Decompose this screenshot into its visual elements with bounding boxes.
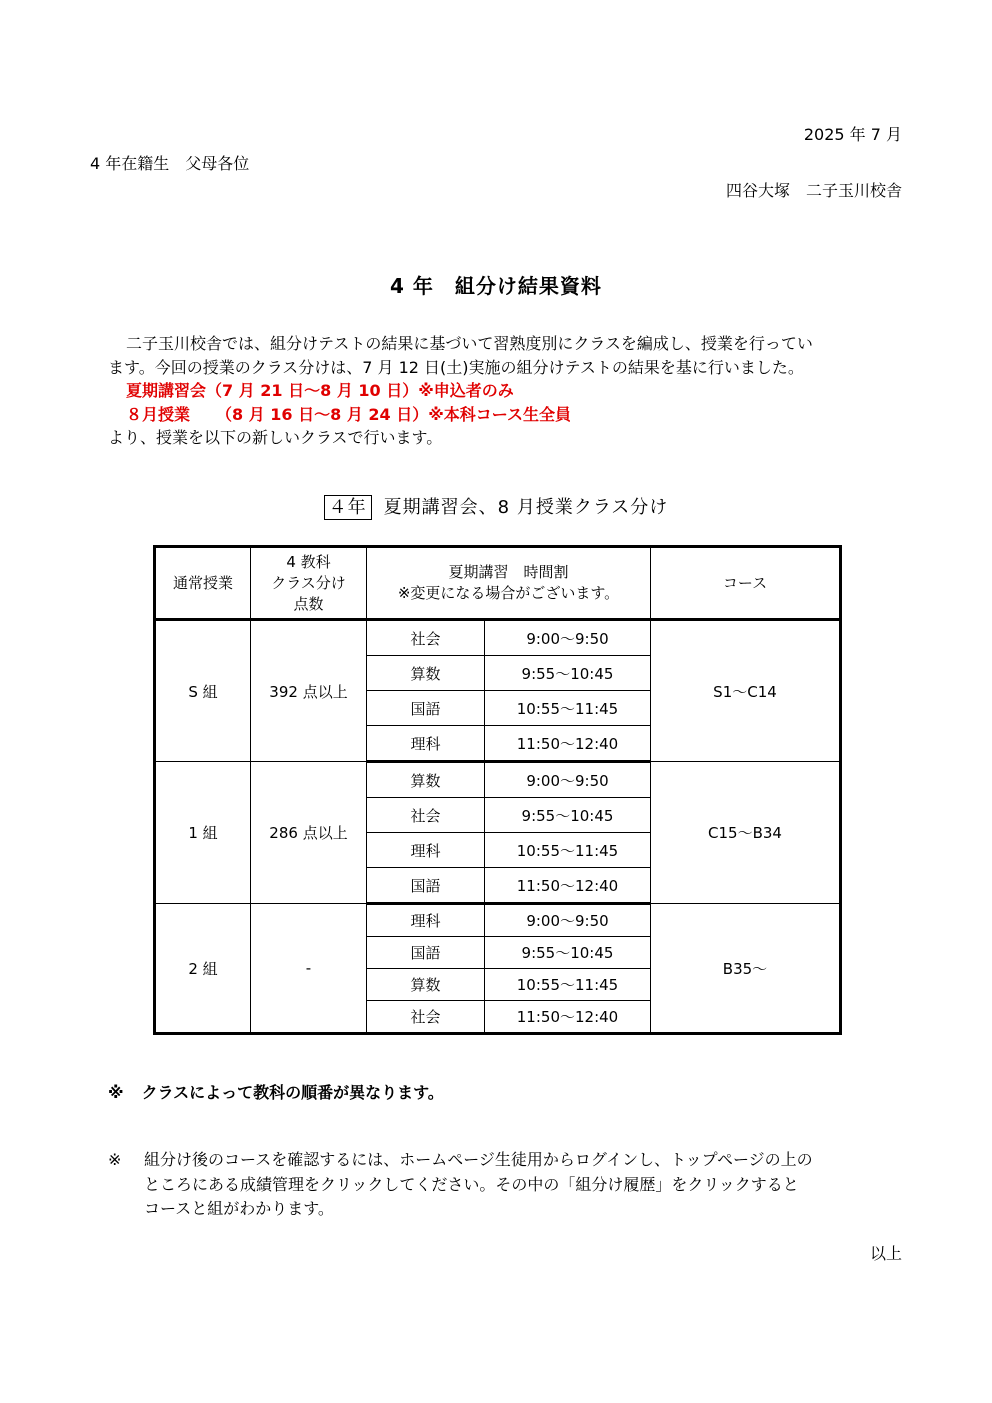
- note-subject-order: [108, 1080, 444, 1103]
- class-schedule-table: [153, 545, 842, 1035]
- header-score-line3: 点数: [293, 594, 324, 613]
- closing-text: 以上: [869, 1244, 902, 1263]
- note2-line-3: コースと組がわかります。: [144, 1199, 334, 1218]
- school-name: 四谷大塚 二子玉川校舎: [725, 181, 902, 200]
- header-score-line1: 4 教科: [286, 552, 331, 571]
- document-date: 2025 年 7 月: [803, 125, 902, 144]
- subject: 算数: [367, 656, 485, 691]
- intro-line-3: より、授業を以下の新しいクラスで行います。: [108, 428, 443, 447]
- subject: 社会: [367, 798, 485, 833]
- subject: 理科: [367, 833, 485, 868]
- time-slot: 9:55～10:45: [485, 937, 651, 969]
- header-schedule-line1: 夏期講習 時間割: [448, 563, 569, 581]
- note-mark: ※: [108, 1083, 124, 1102]
- august-class-label: ８月授業: [126, 404, 191, 424]
- time-slot: 9:55～10:45: [485, 656, 651, 691]
- august-class-dates: （8 月 16 日～8 月 24 日）※本科コース生全員: [216, 404, 571, 424]
- summer-session-line: [108, 379, 898, 403]
- note2-line-2: ところにある成績管理をクリックしてください。その中の「組分け履歴」をクリックすると: [144, 1174, 799, 1194]
- grade-box: ４年: [324, 495, 372, 520]
- time-slot: 9:00～9:50: [485, 762, 651, 798]
- header-class: 通常授業: [155, 547, 251, 620]
- table-title-text: 夏期講習会、8 月授業クラス分け: [383, 497, 669, 518]
- time-slot: 11:50～12:40: [485, 868, 651, 904]
- subject: 社会: [367, 1001, 485, 1034]
- summer-session-dates: （7 月 21 日～8 月 10 日）※申込者のみ: [206, 381, 514, 400]
- course-range: C15～B34: [651, 762, 841, 904]
- header-course: コース: [651, 547, 841, 620]
- header-schedule: [367, 547, 651, 620]
- header-schedule-line2: ※変更になる場合がございます。: [397, 584, 620, 602]
- subject: 社会: [367, 620, 485, 656]
- time-slot: 9:55～10:45: [485, 798, 651, 833]
- table-title: [0, 493, 992, 519]
- class-name: 2 組: [155, 904, 251, 1034]
- summer-session-label: 夏期講習会: [126, 381, 207, 400]
- subject: 理科: [367, 904, 485, 937]
- class-score: 392 点以上: [251, 620, 367, 762]
- intro-line-2: ます。今回の授業のクラス分けは、7 月 12 日(土)実施の組分けテストの結果を基に行いました。: [108, 357, 804, 377]
- subject: 国語: [367, 691, 485, 726]
- subject: 算数: [367, 762, 485, 798]
- class-score: -: [251, 904, 367, 1034]
- time-slot: 11:50～12:40: [485, 726, 651, 762]
- class-name: 1 組: [155, 762, 251, 904]
- note-mark: ※: [108, 1150, 122, 1169]
- table-header-row: [155, 547, 841, 620]
- course-range: B35～: [651, 904, 841, 1034]
- subject: 国語: [367, 937, 485, 969]
- subject: 国語: [367, 868, 485, 904]
- note2-line-1: 組分け後のコースを確認するには、ホームページ生徒用からログインし、トップページの上の: [144, 1150, 813, 1169]
- addressee: 4 年在籍生 父母各位: [90, 154, 250, 173]
- time-slot: 10:55～11:45: [485, 833, 651, 868]
- note1-text: クラスによって教科の順番が異なります。: [141, 1083, 444, 1102]
- time-slot: 9:00～9:50: [485, 904, 651, 937]
- class-score: 286 点以上: [251, 762, 367, 904]
- time-slot: 10:55～11:45: [485, 969, 651, 1001]
- subject: 算数: [367, 969, 485, 1001]
- header-score-line2: クラス分け: [271, 573, 346, 592]
- document-title: 4 年 組分け結果資料: [390, 274, 602, 298]
- time-slot: 9:00～9:50: [485, 620, 651, 656]
- time-slot: 11:50～12:40: [485, 1001, 651, 1034]
- intro-paragraph: [108, 332, 898, 450]
- table-row: [155, 762, 841, 798]
- course-range: S1～C14: [651, 620, 841, 762]
- intro-line-1: 二子玉川校舎では、組分けテストの結果に基づいて習熟度別にクラスを編成し、授業を行ってい: [126, 334, 813, 353]
- table-row: [155, 904, 841, 937]
- header-score: [251, 547, 367, 620]
- time-slot: 10:55～11:45: [485, 691, 651, 726]
- subject: 理科: [367, 726, 485, 762]
- table-row: [155, 620, 841, 656]
- note-course-check: [108, 1148, 908, 1222]
- class-name: S 組: [155, 620, 251, 762]
- august-class-line: [108, 403, 898, 427]
